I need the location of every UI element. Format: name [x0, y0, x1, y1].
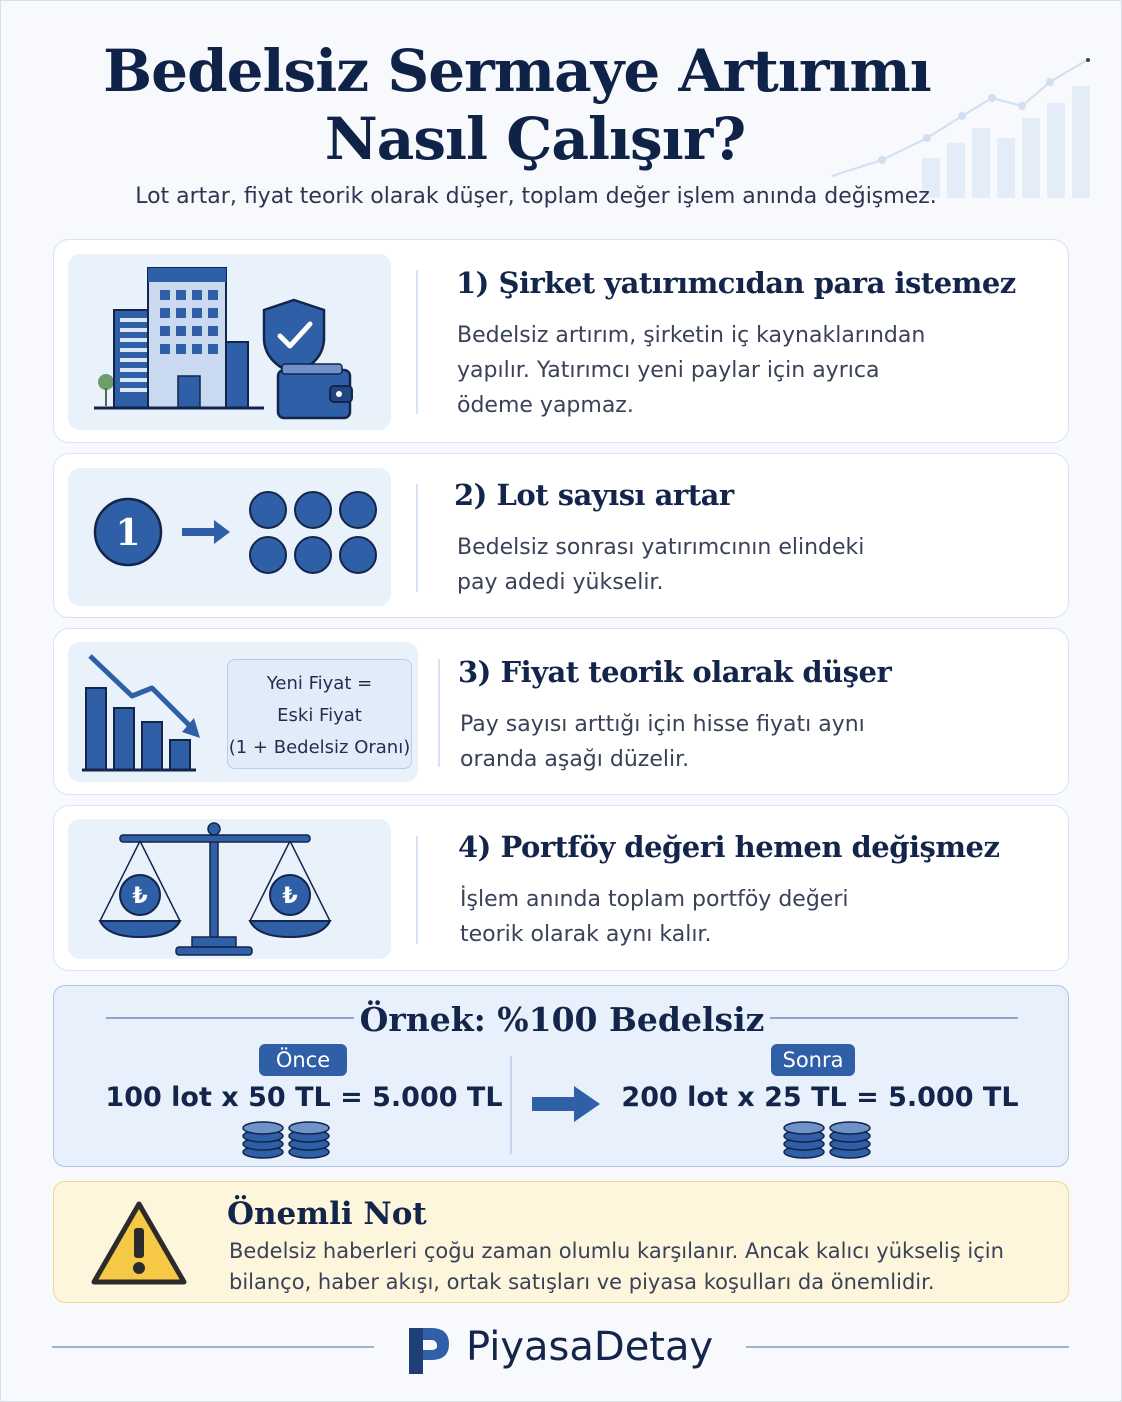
arrow-right-icon	[530, 1084, 602, 1124]
before-equation: 100 lot x 50 TL = 5.000 TL	[105, 1082, 503, 1113]
note-title: Önemli Not	[227, 1196, 427, 1232]
balance-scale-lira-icon	[68, 819, 391, 959]
before-badge: Önce	[259, 1044, 347, 1076]
building-shield-wallet-icon	[68, 254, 391, 430]
formula-line-2: Eski Fiyat	[277, 705, 362, 726]
step-1-text: Bedelsiz artırım, şirketin iç kaynaklarından yapılır. Yatırımcı yeni paylar için ayrıca ödeme yapmaz.	[457, 323, 926, 418]
formula-line-3: (1 + Bedelsiz Oranı)	[228, 737, 411, 758]
page-subtitle: Lot artar, fiyat teorik olarak düşer, toplam değer işlem anında değişmez.	[135, 184, 937, 209]
example-title: Örnek: %100 Bedelsiz	[359, 1000, 765, 1039]
note-text: Bedelsiz haberleri çoğu zaman olumlu karşılanır. Ancak kalıcı yükseliş için bilanço, haber akışı, ortak satışları ve piyasa koşulları da önemlidir.	[229, 1239, 1004, 1294]
step-3-text: Pay sayısı arttığı için hisse fiyatı aynı oranda aşağı düzelir.	[460, 712, 865, 772]
formula-line-1: Yeni Fiyat =	[266, 673, 373, 694]
coin-stacks-icon	[239, 1120, 339, 1160]
step-3-divider	[438, 659, 440, 767]
step-2-divider	[416, 484, 418, 592]
step-2-text: Bedelsiz sonrası yatırımcının elindeki pay adedi yükselir.	[457, 535, 865, 595]
coin-stacks-icon	[780, 1120, 880, 1160]
falling-bar-chart-icon	[68, 642, 228, 782]
step-card-1	[53, 239, 1069, 443]
important-note-box	[53, 1181, 1069, 1303]
step-4-text: İşlem anında toplam portföy değeri teorik olarak aynı kalır.	[460, 887, 849, 947]
svg-text:₺: ₺	[282, 884, 298, 909]
example-box	[53, 985, 1069, 1167]
after-badge: Sonra	[771, 1044, 855, 1076]
step-card-2	[53, 453, 1069, 618]
brand-logo-icon	[405, 1320, 455, 1376]
step-2-title: 2) Lot sayısı artar	[454, 478, 734, 512]
page-title-line1: Bedelsiz Sermaye Artırımı	[103, 37, 931, 105]
step-card-3	[53, 628, 1069, 795]
footer-line-right	[746, 1346, 1069, 1348]
step-3-illustration	[68, 642, 418, 782]
brand-name: PiyasaDetay	[466, 1324, 714, 1370]
warning-icon	[89, 1198, 189, 1288]
step-2-illustration	[68, 468, 391, 606]
step-1-illustration	[68, 254, 391, 430]
step-4-illustration	[68, 819, 391, 959]
step-4-divider	[416, 836, 418, 944]
price-formula-box	[227, 659, 412, 769]
page-title-line2: Nasıl Çalışır?	[324, 105, 746, 173]
step-3-title: 3) Fiyat teorik olarak düşer	[458, 655, 892, 689]
example-title-line-right	[770, 1017, 1018, 1019]
footer-line-left	[52, 1346, 374, 1348]
step-1-divider	[416, 270, 418, 414]
step-2-number: 1	[115, 512, 141, 554]
one-to-many-lots-icon	[68, 468, 391, 606]
step-1-title: 1) Şirket yatırımcıdan para istemez	[456, 266, 1016, 300]
after-equation: 200 lot x 25 TL = 5.000 TL	[621, 1082, 1019, 1113]
step-card-4	[53, 805, 1069, 971]
step-4-title: 4) Portföy değeri hemen değişmez	[458, 830, 1000, 864]
svg-text:₺: ₺	[132, 884, 148, 909]
example-divider	[510, 1056, 512, 1154]
